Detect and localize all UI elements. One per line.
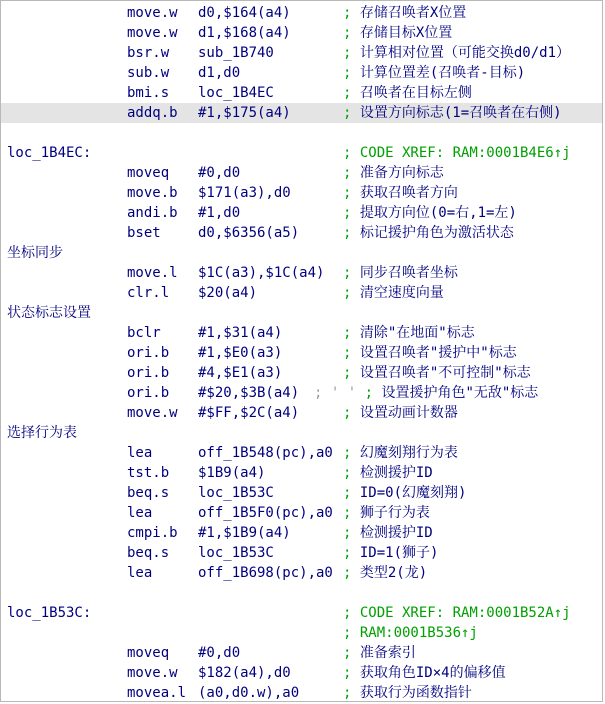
line-comment: [343, 83, 472, 103]
section-comment-line[interactable]: [1, 243, 603, 263]
line-comment: [343, 363, 531, 383]
line-comment: [343, 643, 416, 663]
operand[interactable]: $1C(a3),$1C(a4): [198, 265, 325, 281]
xref-comment[interactable]: ; RAM:0001B536↑j: [343, 625, 478, 641]
comment-marker: ;: [343, 165, 360, 181]
line-comment: [314, 383, 538, 403]
line-comment: [343, 63, 525, 83]
code-line[interactable]: [1, 83, 603, 103]
comment-text: 设置召唤者"援护中"标志: [359, 345, 517, 361]
line-comment: [343, 403, 458, 423]
mnemonic: ori.b: [127, 385, 170, 401]
line-comment: [343, 163, 444, 183]
code-line[interactable]: [1, 163, 603, 183]
code-line[interactable]: [1, 543, 603, 563]
comment-marker: ;: [343, 325, 360, 341]
line-comment: [343, 663, 506, 683]
comment-text: ID=0(幻魔刻翔): [359, 485, 467, 501]
line-comment: [343, 443, 458, 463]
code-line[interactable]: [1, 223, 603, 243]
operand[interactable]: #1,$31(a4): [198, 325, 283, 341]
comment-marker: ;: [343, 545, 360, 561]
line-comment: [343, 523, 433, 543]
comment-marker: ;: [343, 565, 360, 581]
comment-text: 检测援护ID: [359, 465, 433, 481]
comment-marker: ;: [343, 685, 360, 701]
mnemonic: moveq: [127, 645, 170, 661]
comment-text: 获取角色ID×4的偏移值: [359, 665, 506, 681]
comment-text: 设置方向标志(1=召唤者在右侧): [359, 105, 562, 121]
section-comment: 坐标同步: [7, 245, 63, 261]
comment-marker: ;: [343, 185, 360, 201]
code-line[interactable]: [1, 63, 603, 83]
operand[interactable]: #0,d0: [198, 645, 241, 661]
line-comment: [343, 463, 433, 483]
comment-marker: ;: [343, 265, 360, 281]
comment-text: 同步召唤者坐标: [359, 265, 458, 281]
mnemonic: move.w: [127, 665, 178, 681]
line-comment: [343, 343, 517, 363]
comment-marker: ;: [343, 465, 360, 481]
mnemonic: moveq: [127, 165, 170, 181]
line-comment: [343, 3, 466, 23]
comment-marker: ;: [343, 365, 360, 381]
mnemonic: move.b: [127, 185, 178, 201]
comment-text: 准备方向标志: [359, 165, 444, 181]
mnemonic: beq.s: [127, 485, 170, 501]
operand[interactable]: d1,$168(a4): [198, 25, 291, 41]
operand[interactable]: loc_1B4EC: [198, 85, 274, 101]
comment-marker: ;: [343, 645, 360, 661]
line-comment: [343, 503, 430, 523]
comment-marker: ;: [343, 665, 360, 681]
comment-text: 计算相对位置（可能交换d0/d1）: [359, 45, 571, 61]
code-line[interactable]: [1, 383, 603, 403]
code-line[interactable]: [1, 503, 603, 523]
mnemonic: movea.l: [127, 685, 187, 701]
comment-text: 存储目标X位置: [359, 25, 453, 41]
line-comment: [343, 683, 472, 702]
comment-text: 标记援护角色为激活状态: [359, 225, 514, 241]
xref-comment[interactable]: ; CODE XREF: RAM:0001B52A↑j: [343, 605, 571, 621]
line-comment: [343, 483, 466, 503]
code-line[interactable]: [1, 183, 603, 203]
comment-text: 获取召唤者方向: [359, 185, 458, 201]
operand[interactable]: d0,$164(a4): [198, 5, 291, 21]
comment-marker: ;: [364, 385, 382, 401]
mnemonic: bset: [127, 225, 161, 241]
section-comment: 选择行为表: [7, 425, 77, 441]
code-line[interactable]: [1, 23, 603, 43]
comment-text: 召唤者在目标左侧: [359, 85, 472, 101]
code-line[interactable]: [1, 443, 603, 463]
code-line[interactable]: [1, 663, 603, 683]
line-comment: [343, 203, 517, 223]
mnemonic: bmi.s: [127, 85, 170, 101]
code-line[interactable]: [1, 483, 603, 503]
operand[interactable]: #1,$1B9(a4): [198, 525, 291, 541]
operand[interactable]: $182(a4),d0: [198, 665, 291, 681]
mnemonic: andi.b: [127, 205, 178, 221]
operand[interactable]: #1,d0: [198, 205, 241, 221]
comment-marker: ;: [343, 205, 360, 221]
operand[interactable]: off_1B548(pc),a0: [198, 445, 333, 461]
comment-marker: ;: [343, 345, 360, 361]
code-line[interactable]: [1, 203, 603, 223]
comment-marker: ;: [343, 225, 360, 241]
comment-text: 设置动画计数器: [359, 405, 458, 421]
operand[interactable]: #1,$175(a4): [198, 105, 291, 121]
operand[interactable]: #4,$E1(a3): [198, 365, 283, 381]
code-label[interactable]: loc_1B4EC:: [7, 145, 92, 161]
mnemonic: lea: [127, 445, 153, 461]
operand[interactable]: loc_1B53C: [198, 545, 274, 561]
operand[interactable]: d0,$6356(a5): [198, 225, 300, 241]
code-line[interactable]: [1, 43, 603, 63]
code-line[interactable]: [1, 3, 603, 23]
code-line[interactable]: [1, 263, 603, 283]
operand[interactable]: #1,$E0(a3): [198, 345, 283, 361]
code-line[interactable]: [1, 343, 603, 363]
comment-text: 类型2(龙): [359, 565, 428, 581]
blank-line[interactable]: [1, 583, 603, 603]
xref-text[interactable]: CODE XREF: RAM:0001B4E6↑j: [359, 145, 571, 161]
label-line[interactable]: [1, 143, 603, 163]
operand[interactable]: off_1B698(pc),a0: [198, 565, 333, 581]
comment-marker: ;: [343, 525, 360, 541]
mnemonic: ori.b: [127, 345, 170, 361]
mnemonic: addq.b: [127, 105, 178, 121]
line-comment: [343, 323, 475, 343]
mnemonic: bsr.w: [127, 45, 170, 61]
comment-text: 设置召唤者"不可控制"标志: [359, 365, 531, 381]
line-comment: [343, 103, 562, 123]
comment-text: 检测援护ID: [359, 525, 433, 541]
line-comment: [343, 43, 570, 63]
mnemonic: lea: [127, 505, 153, 521]
section-comment-line[interactable]: [1, 303, 603, 323]
mnemonic: ori.b: [127, 365, 170, 381]
xref-comment[interactable]: ; CODE XREF: RAM:0001B4E6↑j: [343, 145, 571, 161]
xref-text[interactable]: CODE XREF: RAM:0001B52A↑j: [359, 605, 571, 621]
comment-text: 清空速度向量: [359, 285, 444, 301]
mnemonic: tst.b: [127, 465, 170, 481]
line-comment: [343, 283, 444, 303]
comment-text: ID=1(狮子): [359, 545, 439, 561]
code-line[interactable]: [1, 463, 603, 483]
comment-text: 准备索引: [359, 645, 416, 661]
comment-marker: ;: [343, 405, 360, 421]
blank-line[interactable]: [1, 123, 603, 143]
mnemonic: cmpi.b: [127, 525, 178, 541]
comment-text: 提取方向位(0=右,1=左): [359, 205, 517, 221]
operand[interactable]: $1B9(a4): [198, 465, 266, 481]
code-line[interactable]: [1, 323, 603, 343]
operand[interactable]: sub_1B740: [198, 45, 274, 61]
comment-marker: ;: [343, 485, 360, 501]
comment-marker: ;: [343, 105, 360, 121]
comment-marker: ;: [343, 65, 360, 81]
comment-marker: ;: [343, 45, 360, 61]
code-line[interactable]: [1, 643, 603, 663]
label-line[interactable]: [1, 603, 603, 623]
mnemonic: beq.s: [127, 545, 170, 561]
line-comment: [343, 183, 458, 203]
operand[interactable]: $20(a4): [198, 285, 258, 301]
inline-data-comment: ; ' ': [314, 385, 357, 401]
operand[interactable]: loc_1B53C: [198, 485, 274, 501]
line-comment: [343, 563, 427, 583]
operand[interactable]: d1,d0: [198, 65, 241, 81]
comment-marker: ;: [343, 505, 360, 521]
comment-text: 计算位置差(召唤者-目标): [359, 65, 526, 81]
comment-marker: ;: [343, 25, 360, 41]
section-comment: 状态标志设置: [7, 305, 91, 321]
mnemonic: bclr: [127, 325, 161, 341]
mnemonic: move.w: [127, 405, 178, 421]
code-line[interactable]: [1, 523, 603, 543]
operand[interactable]: #$FF,$2C(a4): [198, 405, 300, 421]
operand[interactable]: #0,d0: [198, 165, 241, 181]
mnemonic: clr.l: [127, 285, 170, 301]
line-comment: [343, 223, 514, 243]
mnemonic: sub.w: [127, 65, 170, 81]
operand[interactable]: off_1B5F0(pc),a0: [198, 505, 333, 521]
comment-marker: ;: [343, 85, 360, 101]
comment-text: 存储召唤者X位置: [359, 5, 467, 21]
comment-text: 清除"在地面"标志: [359, 325, 475, 341]
comment-marker: ;: [343, 285, 360, 301]
line-comment: [343, 23, 452, 43]
code-line[interactable]: [1, 103, 603, 123]
code-line[interactable]: [1, 403, 603, 423]
comment-marker: ;: [343, 5, 360, 21]
mnemonic: move.w: [127, 5, 178, 21]
operand[interactable]: #$20,$3B(a4): [198, 385, 300, 401]
mnemonic: move.l: [127, 265, 178, 281]
section-comment-line[interactable]: [1, 423, 603, 443]
comment-text: 幻魔刻翔行为表: [359, 445, 458, 461]
mnemonic: move.w: [127, 25, 178, 41]
comment-marker: ;: [343, 445, 360, 461]
comment-text: 设置援护角色"无敌"标志: [381, 385, 539, 401]
operand[interactable]: $171(a3),d0: [198, 185, 291, 201]
xref-text[interactable]: RAM:0001B536↑j: [359, 625, 478, 641]
code-line[interactable]: [1, 283, 603, 303]
line-comment: [343, 543, 438, 563]
code-line[interactable]: [1, 563, 603, 583]
code-label[interactable]: loc_1B53C:: [7, 605, 92, 621]
comment-text: 狮子行为表: [359, 505, 430, 521]
mnemonic: lea: [127, 565, 153, 581]
code-line[interactable]: [1, 363, 603, 383]
blank-line[interactable]: [1, 623, 603, 643]
comment-text: 获取行为函数指针: [359, 685, 472, 701]
code-line[interactable]: [1, 683, 603, 702]
line-comment: [343, 263, 458, 283]
operand[interactable]: (a0,d0.w),a0: [198, 685, 300, 701]
